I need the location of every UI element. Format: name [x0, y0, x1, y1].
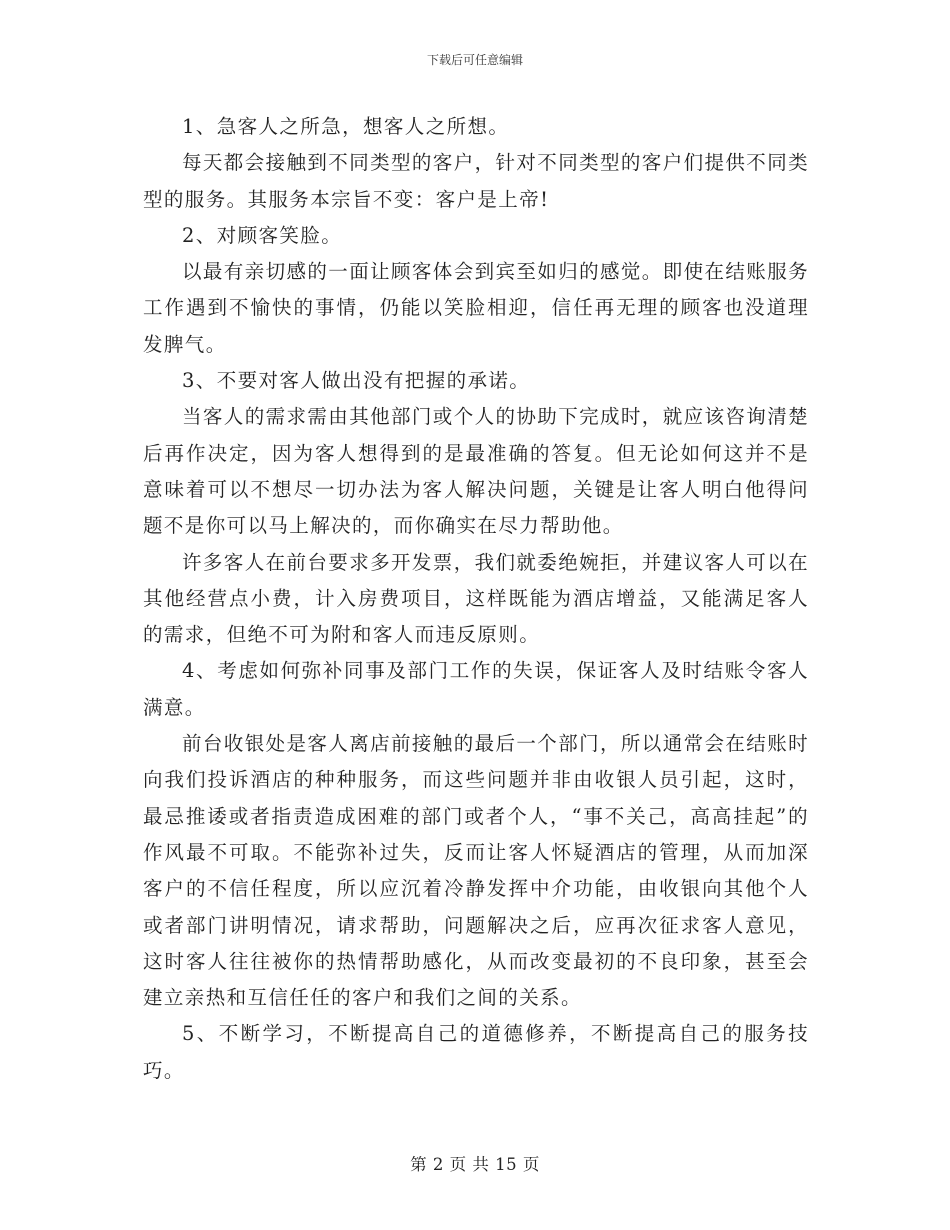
paragraph: 5、不断学习，不断提高自己的道德修养，不断提高自己的服务技巧。 — [143, 1022, 809, 1082]
paragraph: 4、考虑如何弥补同事及部门工作的失误，保证客人及时结账令客人满意。 — [143, 659, 809, 719]
paragraph: 许多客人在前台要求多开发票，我们就委绝婉拒，并建议客人可以在其他经营点小费，计入房费项目，这样既能为酒店增益，又能满足客人的需求，但绝不可为附和客人而违反原则。 — [143, 550, 810, 647]
paragraph: 当客人的需求需由其他部门或个人的协助下完成时，就应该咨询清楚后再作决定，因为客人想得到的是最准确的答复。但无论如何这并不是意味着可以不想尽一切办法为客人解决问题，关键是让客人明白他得问题不是你可以马上解决的，而你确实在尽力帮助他。 — [143, 405, 810, 538]
paragraph: 3、不要对客人做出没有把握的承诺。 — [182, 369, 531, 393]
paragraph: 以最有亲切感的一面让顾客体会到宾至如归的感觉。即使在结账服务工作遇到不愉快的事情，仍能以笑脸相迎，信任再无理的顾客也没道理发脾气。 — [143, 260, 810, 356]
header-note: 下载后可任意编辑 — [426, 53, 523, 67]
paragraph: 2、对顾客笑脸。 — [182, 223, 343, 247]
page-footer — [0, 1154, 950, 1176]
paragraph: 1、急客人之所急，想客人之所想。 — [182, 115, 510, 138]
paragraph: 每天都会接触到不同类型的客户，针对不同类型的客户们提供不同类型的服务。其服务本宗旨不变：客户是上帝! — [143, 151, 810, 211]
page-number: 第 2 页 共 15 页 — [410, 1155, 540, 1174]
document-body — [143, 109, 809, 1089]
paragraph: 前台收银处是客人离店前接触的最后一个部门，所以通常会在结账时向我们投诉酒店的种种服务，而这些问题并非由收银人员引起，这时，最忌推诿或者指责造成困难的部门或者个人，“事不关己，高高挂起”的作风最不可取。不能弥补过失，反而让客人怀疑酒店的管理，从而加深客户的不信任程度，所以应沉着冷静发挥中介功能，由收银向其他个人或者部门讲明情况，请求帮助，问题解决之后，应再次征求客人意见，这时客人往往被你的热情帮助感化，从而改变最初的不良印象，甚至会建立亲热和互信任任的客户和我们之间的关系。 — [143, 732, 810, 1010]
